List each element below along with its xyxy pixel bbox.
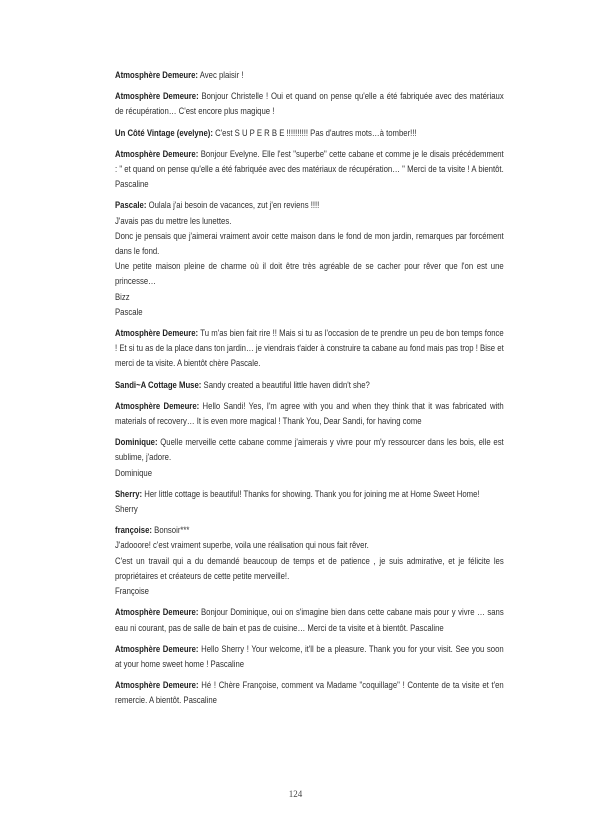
comment-text: Dominique bbox=[115, 467, 153, 478]
comment-author: Atmosphère Demeure: bbox=[115, 148, 199, 159]
comment-line bbox=[115, 198, 504, 213]
comment-block bbox=[115, 198, 504, 320]
comment-list bbox=[115, 68, 504, 709]
comment-line bbox=[115, 126, 504, 141]
comment-line bbox=[115, 605, 504, 635]
comment-author: Atmosphère Demeure: bbox=[115, 70, 199, 80]
comment-text: Une petite maison pleine de charme où il doit être très agréable de se cacher pour rêver que l'on est une princesse… bbox=[115, 261, 504, 287]
comment-block bbox=[115, 147, 504, 193]
comment-block bbox=[115, 435, 504, 481]
comment-line bbox=[115, 305, 504, 320]
comment-block bbox=[115, 399, 504, 429]
comment-text: Hello Sandi! Yes, I'm agree with you and when they think that it was fabricated with materials of recovery… It is even more magical ! Thank You, Dear Sandi, for having come bbox=[115, 400, 504, 427]
comment-line bbox=[115, 466, 504, 481]
comment-text: Bonjour Dominique, oui on s'imagine bien dans cette cabane mais pour y vivre … sans eau ni courant, pas de salle de bain et pas de cuisine… Merci de ta visite et à bientôt. Pascaline bbox=[115, 607, 504, 633]
comment-block bbox=[115, 523, 504, 599]
comment-line bbox=[115, 290, 504, 305]
comment-line bbox=[115, 487, 504, 502]
comment-author: françoise: bbox=[115, 525, 152, 536]
comments-section bbox=[115, 68, 504, 715]
comment-block bbox=[115, 89, 504, 119]
comment-line bbox=[115, 523, 504, 538]
comment-block bbox=[115, 605, 504, 635]
comment-text: Quelle merveille cette cabane comme j'aimerais y vivre pour m'y ressourcer dans les bois, elle est sublime, j'adore. bbox=[115, 437, 504, 463]
comment-text: Françoise bbox=[115, 586, 149, 597]
comment-text: Hé ! Chère Françoise, comment va Madame "coquillage" ! Contente de ta visite et t'en remercie. A bientôt. Pascaline bbox=[115, 680, 504, 706]
comment-line bbox=[115, 89, 504, 119]
comment-text: Sandy created a beautiful little haven didn't she? bbox=[203, 379, 370, 390]
comment-line bbox=[115, 678, 504, 708]
comment-text: Avec plaisir ! bbox=[199, 70, 244, 80]
comment-block bbox=[115, 68, 504, 83]
comment-block bbox=[115, 678, 504, 708]
comment-block bbox=[115, 487, 504, 517]
comment-text: J'adooore! c'est vraiment superbe, voila une réalisation qui nous fait rêver. bbox=[115, 540, 369, 551]
comment-text: Donc je pensais que j'aimerai vraiment avoir cette maison dans le fond de mon jardin, remarques par forcément dans le fond. bbox=[115, 230, 504, 257]
comment-line bbox=[115, 378, 504, 393]
comment-line bbox=[115, 68, 504, 83]
comment-author: Atmosphère Demeure: bbox=[115, 643, 199, 654]
comment-text: Bonjour Evelyne. Elle l'est "superbe" cette cabane et comme je le disais précédemment : " et quand on pense qu'elle a été fabriquée avec des matériaux de récupération… " Merci de ta visite ! A bientôt. Pascaline bbox=[115, 148, 504, 190]
comment-text: Pascale bbox=[115, 306, 143, 317]
comment-line bbox=[115, 214, 504, 229]
comment-line bbox=[115, 259, 504, 289]
comment-author: Atmosphère Demeure: bbox=[115, 91, 199, 102]
comment-line bbox=[115, 399, 504, 429]
comment-line bbox=[115, 538, 504, 553]
comment-line bbox=[115, 554, 504, 584]
comment-line bbox=[115, 642, 504, 672]
comment-author: Un Côté Vintage (evelyne): bbox=[115, 127, 213, 138]
comment-block bbox=[115, 126, 504, 141]
comment-text: Oulala j'ai besoin de vacances, zut j'en reviens !!!! bbox=[148, 200, 320, 211]
comment-text: C'est S U P E R B E !!!!!!!!!! Pas d'autres mots…à tomber!!! bbox=[215, 127, 417, 138]
comment-author: Atmosphère Demeure: bbox=[115, 680, 199, 691]
comment-text: Bonjour Christelle ! Oui et quand on pense qu'elle a été fabriquée avec des matériaux de récupération… C'est encore plus magique ! bbox=[115, 91, 504, 117]
page-number: 124 bbox=[288, 789, 303, 799]
comment-author: Dominique: bbox=[115, 437, 158, 448]
comment-line bbox=[115, 502, 504, 517]
comment-author: Sherry: bbox=[115, 488, 143, 499]
comment-author: Pascale: bbox=[115, 200, 147, 211]
comment-text: Bonsoir*** bbox=[154, 525, 190, 536]
comment-text: Sherry bbox=[115, 504, 138, 515]
comment-line bbox=[115, 326, 504, 372]
comment-text: Bizz bbox=[115, 291, 130, 302]
comment-author: Atmosphère Demeure: bbox=[115, 607, 199, 618]
comment-text: C'est un travail qui a du demandé beaucoup de temps et de patience , je suis admirative, et je félicite les propriétaires et créateurs de cette petite merveille!. bbox=[115, 555, 504, 581]
comment-line bbox=[115, 229, 504, 259]
comment-text: Hello Sherry ! Your welcome, it'll be a pleasure. Thank you for your visit. See you soon at your home sweet home ! Pascaline bbox=[115, 643, 504, 669]
comment-line bbox=[115, 147, 504, 193]
comment-text: Her little cottage is beautiful! Thanks for showing. Thank you for joining me at Home Sweet Home! bbox=[144, 488, 480, 499]
comment-block bbox=[115, 378, 504, 393]
comment-text: J'avais pas du mettre les lunettes. bbox=[115, 215, 232, 226]
comment-line bbox=[115, 584, 504, 599]
comment-author: Sandi~A Cottage Muse: bbox=[115, 379, 202, 390]
comment-line bbox=[115, 435, 504, 465]
comment-author: Atmosphère Demeure: bbox=[115, 400, 200, 411]
comment-block bbox=[115, 642, 504, 672]
comment-text: Tu m'as bien fait rire !! Mais si tu as l'occasion de te prendre un peu de bon temps fonce ! Et si tu as de la place dans ton jardin… je viendrais t'aider à construire ta cabane au fond mais pas trop ! Bise et merci de ta visite. A bientôt chère Pascale. bbox=[115, 328, 504, 369]
comment-block bbox=[115, 326, 504, 372]
comment-author: Atmosphère Demeure: bbox=[115, 328, 199, 339]
